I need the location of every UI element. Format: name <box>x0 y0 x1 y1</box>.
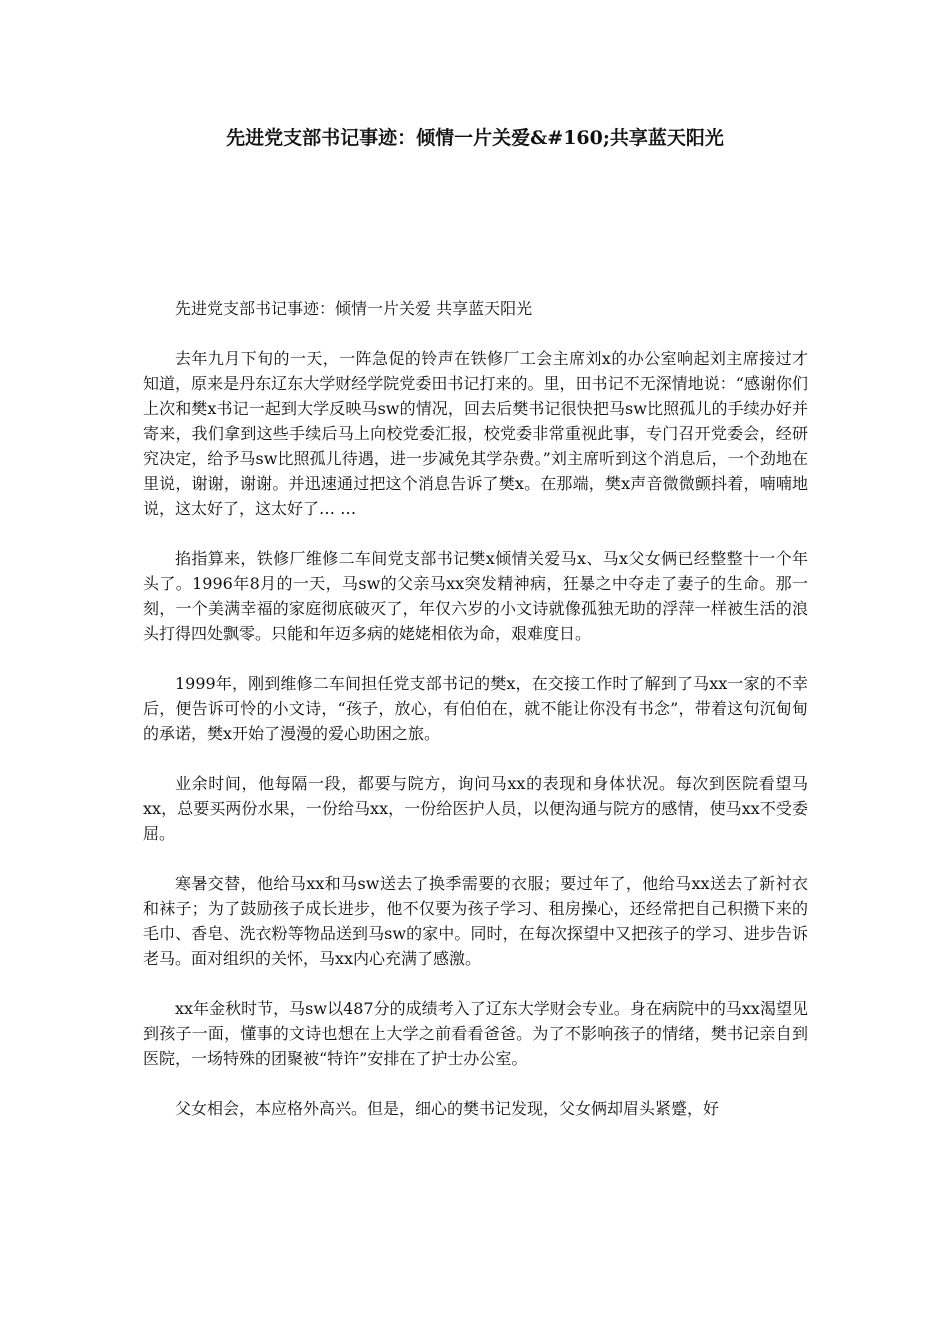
paragraph: 去年九月下旬的一天，一阵急促的铃声在铁修厂工会主席刘x的办公室响起刘主席接过才知道，原来是丹东辽东大学财经学院党委田书记打来的。里，田书记不无深情地说：“感谢你们上次和樊x书记一起到大学反映马sw的情况，回去后樊书记很快把马sw比照孤儿的手续办好并寄来，我们拿到这些手续后马上向校党委汇报，校党委非常重视此事，专门召开党委会，经研究决定，给予马sw比照孤儿待遇，进一步减免其学杂费。”刘主席听到这个消息后，一个劲地在里说，谢谢，谢谢。并迅速通过把这个消息告诉了樊x。在那端，樊x声音微微颤抖着，喃喃地说，这太好了，这太好了… … <box>143 349 808 518</box>
paragraph: 1999年，刚到维修二车间担任党支部书记的樊x，在交接工作时了解到了马xx一家的不幸后，便告诉可怜的小文诗，“孩子，放心，有伯伯在，就不能让你没有书念”，带着这句沉甸甸的承诺，樊x开始了漫漫的爱心助困之旅。 <box>143 674 808 743</box>
paragraph: 掐指算来，铁修厂维修二车间党支部书记樊x倾情关爱马x、马x父女俩已经整整十一个年头了。1996年8月的一天，马sw的父亲马xx突发精神病，狂暴之中夺走了妻子的生命。那一刻，一个美满幸福的家庭彻底破灭了，年仅六岁的小文诗就像孤独无助的浮萍一样被生活的浪头打得四处飘零。只能和年迈多病的姥姥相依为命，艰难度日。 <box>143 549 808 643</box>
document-title: 先进党支部书记事迹：倾情一片关爱&#160;共享蓝天阳光 <box>226 127 724 149</box>
paragraph: 父女相会，本应格外高兴。但是，细心的樊书记发现，父女俩却眉头紧蹙，好 <box>175 1099 720 1118</box>
document-subtitle: 先进党支部书记事迹：倾情一片关爱 共享蓝天阳光 <box>175 299 533 318</box>
paragraph: xx年金秋时节，马sw以487分的成绩考入了辽东大学财会专业。身在病院中的马xx渴望见到孩子一面，懂事的文诗也想在上大学之前看看爸爸。为了不影响孩子的情绪，樊书记亲自到医院，一场特殊的团聚被“特许”安排在了护士办公室。 <box>143 999 808 1068</box>
paragraph: 寒暑交替，他给马xx和马sw送去了换季需要的衣服；要过年了，他给马xx送去了新衬衣和袜子；为了鼓励孩子成长进步，他不仅要为孩子学习、租房操心，还经常把自己积攒下来的毛巾、香皂、洗衣粉等物品送到马sw的家中。同时，在每次探望中又把孩子的学习、进步告诉老马。面对组织的关怀，马xx内心充满了感激。 <box>143 874 808 968</box>
paragraph: 业余时间，他每隔一段，都要与院方，询问马xx的表现和身体状况。每次到医院看望马xx，总要买两份水果，一份给马xx，一份给医护人员，以便沟通与院方的感情，使马xx不受委屈。 <box>143 774 808 843</box>
document-body <box>143 296 808 1146</box>
